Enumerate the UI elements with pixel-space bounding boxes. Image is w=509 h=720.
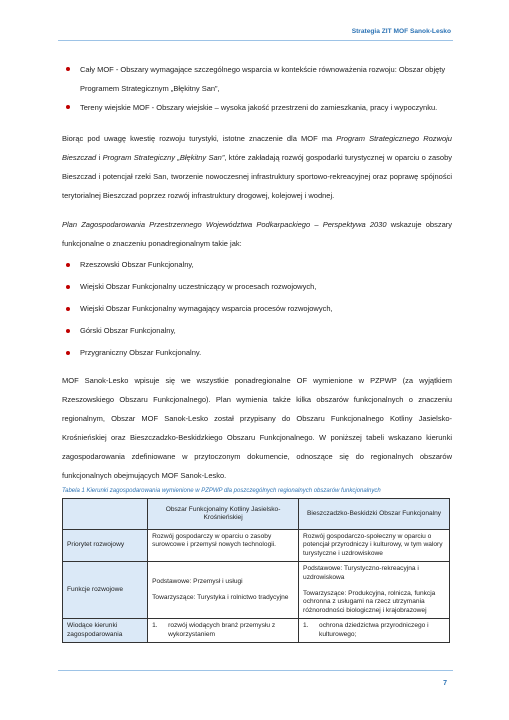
- table-cell: 1. ochrona dziedzictwa przyrodniczego i kulturowego;: [299, 619, 450, 643]
- page-number: 7: [443, 680, 447, 687]
- bullet-icon: [66, 307, 70, 311]
- table-cell: Rozwój gospodarczy w oparciu o zasoby surowcowe i przemysł nowych technologii.: [148, 530, 299, 562]
- table-row: [63, 562, 450, 619]
- page-body: [62, 60, 452, 485]
- list-item: Cały MOF - Obszary wymagające szczególnego wsparcia w kontekście równoważenia rozwoju: Obszar objęty Programem Strategicznym „Błękitny San”,: [62, 60, 452, 98]
- table-header-empty: [63, 499, 148, 530]
- table-header-col2: Bieszczadzko-Beskidzki Obszar Funkcjonalny: [299, 499, 450, 530]
- table-row: [63, 619, 450, 643]
- row-label: Funkcje rozwojowe: [63, 562, 148, 619]
- paragraph-tourism: Biorąc pod uwagę kwestię rozwoju turystyki, istotne znaczenie dla MOF ma Program Strategicznego Rozwoju Bieszczad i Program Strategiczny „Błękitny San”, które zakładają rozwój gospodarki turystycznej w oparciu o zasoby Bieszczad i potencjał rzeki San, tworzenie nowoczesnej infrastruktury sportowo-rekreacyjnej oraz poprawę spójności terytorialnej Bieszczad poprzez rozwój infrastruktury drogowej, kolejowej i wodnej.: [62, 134, 452, 200]
- table-cell: Podstawowe: Przemysł i usługi Towarzyszące: Turystyka i rolnictwo tradycyjne: [148, 562, 299, 619]
- row-label: Wiodące kierunki zagospodarowania: [63, 619, 148, 643]
- list-item: Wiejski Obszar Funkcjonalny uczestniczący w procesach rozwojowych,: [62, 283, 452, 291]
- running-header: Strategia ZIT MOF Sanok-Lesko: [351, 28, 451, 35]
- table-row: [63, 530, 450, 562]
- bullet-icon: [66, 105, 70, 109]
- priority-areas-list: [62, 60, 452, 117]
- bullet-icon: [66, 351, 70, 355]
- list-item: Górski Obszar Funkcjonalny,: [62, 327, 452, 335]
- list-item: Wiejski Obszar Funkcjonalny wymagający wsparcia procesów rozwojowych,: [62, 305, 452, 313]
- table-caption: Tabela 1 Kierunki zagospodarowania wymienione w PZPWP dla poszczególnych regionalnych obszarów funkcjonalnych: [62, 488, 381, 494]
- table-header-col1: Obszar Funkcjonalny Kotliny Jasielsko-Krośnieńskiej: [148, 499, 299, 530]
- header-divider: [58, 40, 453, 41]
- list-item: Tereny wiejskie MOF - Obszary wiejskie – wysoka jakość przestrzeni do zamieszkania, pracy i wypoczynku.: [62, 98, 452, 117]
- bullet-icon: [66, 285, 70, 289]
- table-cell: 1. rozwój wiodących branż przemysłu z wykorzystaniem: [148, 619, 299, 643]
- bullet-icon: [66, 329, 70, 333]
- table-cell: Rozwój gospodarczo-społeczny w oparciu o potencjał przyrodniczy i kulturowy, w tym walory turystyczne i uzdrowiskowe: [299, 530, 450, 562]
- paragraph-mof: MOF Sanok-Lesko wpisuje się we wszystkie ponadregionalne OF wymienione w PZPWP (za wyjątkiem Rzeszowskiego Obszaru Funkcjonalnego). Plan wymienia także kilka obszarów funkcjonalnych o znaczeniu regionalnym, Obszar MOF Sanok-Lesko został przypisany do Obszaru Funkcjonalnego Kotliny Jasielsko-Krośnieńskiej oraz Bieszczadzko-Beskidzkiego Obszaru Funkcjonalnego. W poniższej tabeli wskazano kierunki zagospodarowania zdefiniowane w przytoczonym dokumencie, odnoszące się do regionalnych obszarów funkcjonalnych obejmujących MOF Sanok-Lesko.: [62, 376, 452, 480]
- footer-divider: [58, 670, 453, 671]
- development-directions-table: [62, 498, 450, 643]
- list-item: Rzeszowski Obszar Funkcjonalny,: [62, 261, 452, 269]
- list-item: Przygraniczny Obszar Funkcjonalny.: [62, 349, 452, 357]
- functional-areas-list: [62, 261, 452, 357]
- bullet-icon: [66, 67, 70, 71]
- bullet-icon: [66, 263, 70, 267]
- paragraph-spatial-plan: Plan Zagospodarowania Przestrzennego Województwa Podkarpackiego – Perspektywa 2030 wskazuje obszary funkcjonalne o znaczeniu ponadregionalnym takie jak:: [62, 220, 453, 248]
- table-cell: Podstawowe: Turystyczno-rekreacyjna i uzdrowiskowa Towarzyszące: Produkcyjna, rolnicza, funkcja ochronna z usługami na rzecz utrzymania różnorodności biologicznej i krajobrazowej: [299, 562, 450, 619]
- table-header-row: [63, 499, 450, 530]
- row-label: Priorytet rozwojowy: [63, 530, 148, 562]
